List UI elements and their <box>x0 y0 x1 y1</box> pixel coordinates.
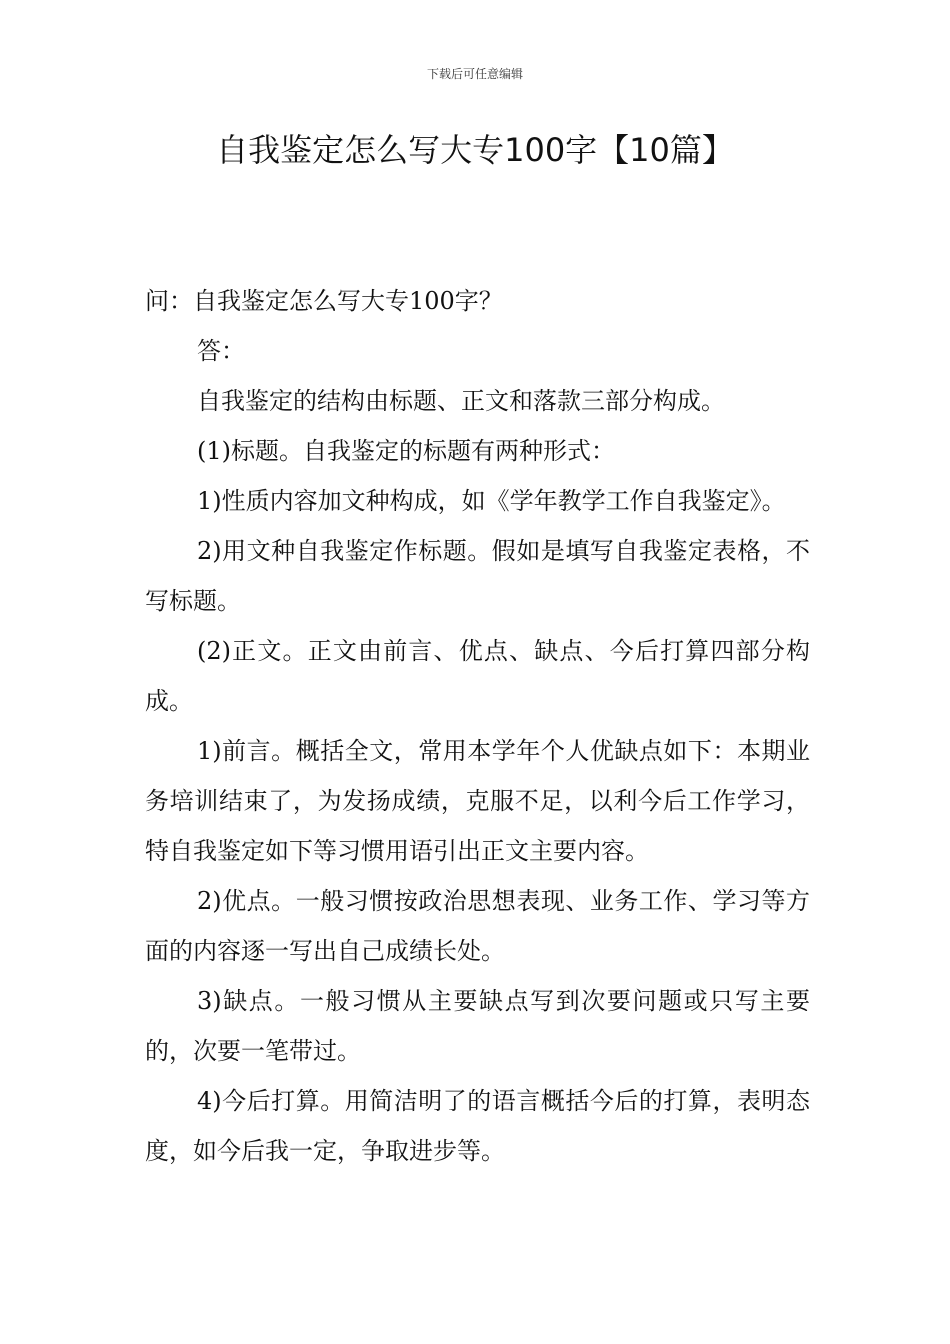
body-paragraph: 1)前言。概括全文，常用本学年个人优缺点如下：本期业务培训结束了，为发扬成绩，克服不足，以利今后工作学习，特自我鉴定如下等习惯用语引出正文主要内容。 <box>145 737 810 865</box>
body-paragraph: 1)性质内容加文种构成，如《学年教学工作自我鉴定》。 <box>197 487 786 515</box>
body-paragraph: 自我鉴定的结构由标题、正文和落款三部分构成。 <box>197 387 725 415</box>
body-paragraph: 3)缺点。一般习惯从主要缺点写到次要问题或只写主要的，次要一笔带过。 <box>145 987 810 1065</box>
document-body <box>145 276 810 1176</box>
header-note: 下载后可任意编辑 <box>426 67 523 81</box>
body-paragraph: 4)今后打算。用简洁明了的语言概括今后的打算，表明态度，如今后我一定，争取进步等。 <box>145 1087 810 1165</box>
body-paragraph: 2)优点。一般习惯按政治思想表现、业务工作、学习等方面的内容逐一写出自己成绩长处。 <box>145 887 810 965</box>
document-title: 自我鉴定怎么写大专100字【10篇】 <box>216 131 734 169</box>
answer-label: 答： <box>197 337 245 365</box>
body-paragraph: (2)正文。正文由前言、优点、缺点、今后打算四部分构成。 <box>145 637 810 715</box>
body-paragraph: 2)用文种自我鉴定作标题。假如是填写自我鉴定表格，不写标题。 <box>145 537 810 615</box>
question-paragraph: 问：自我鉴定怎么写大专100字？ <box>145 287 503 315</box>
body-paragraph: (1)标题。自我鉴定的标题有两种形式： <box>197 437 615 465</box>
